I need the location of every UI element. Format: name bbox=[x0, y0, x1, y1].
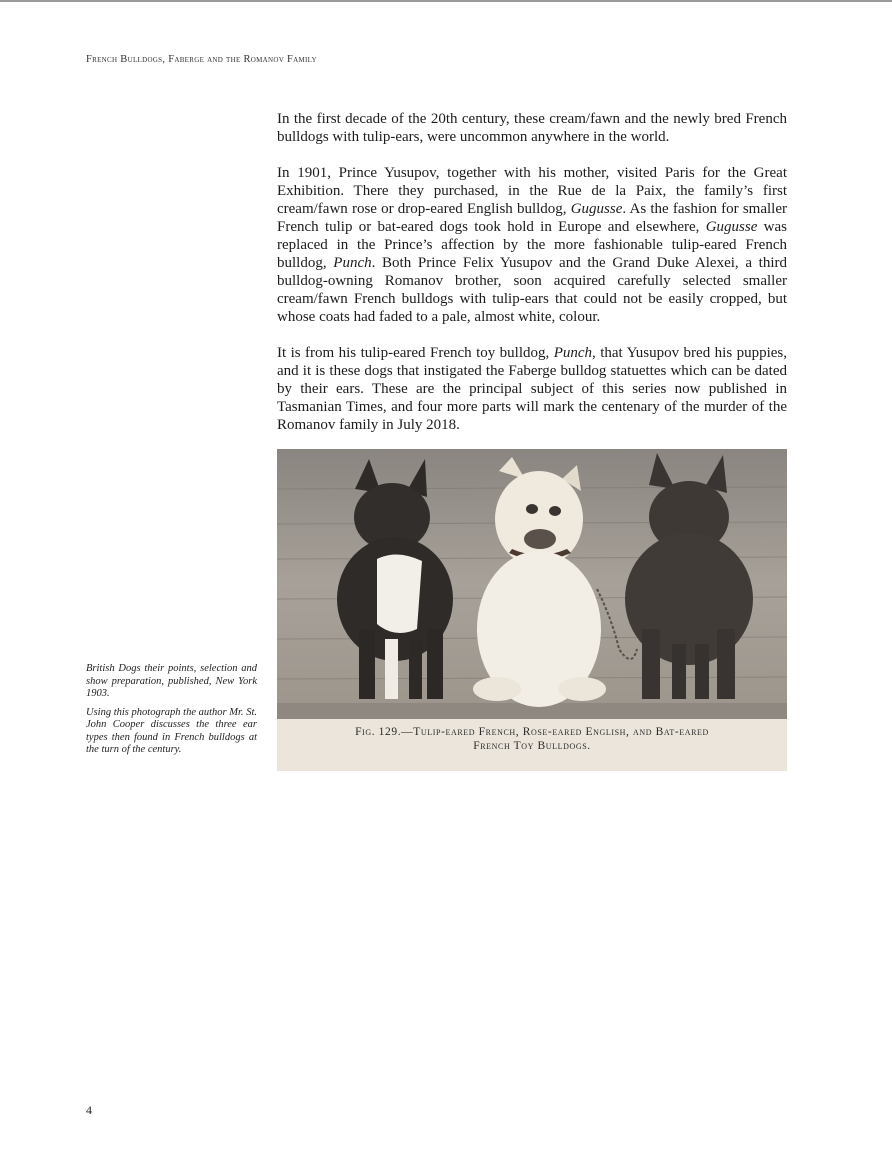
sidebar-note: British Dogs their points, selection and show preparation, published, New York 1903. bbox=[86, 663, 257, 699]
paragraph bbox=[277, 164, 787, 326]
running-header: French Bulldogs, Faberge and the Romanov Family bbox=[86, 54, 317, 65]
bulldogs-photograph bbox=[277, 449, 787, 771]
text-segment: , that Yusupov bred his puppies, and it is these dogs that instigated the Faberge bulldog statuettes which can be dated by their ears. These are the principal subject of this series now published in Tasmanian Times, and four more parts will mark the centenary of the murder of the Romanov family in July 2018. bbox=[277, 345, 788, 433]
body-text bbox=[277, 110, 787, 452]
paragraph bbox=[277, 344, 787, 434]
figure-caption bbox=[277, 725, 787, 753]
paragraph bbox=[277, 110, 787, 146]
italic-text: Punch bbox=[333, 255, 372, 271]
text-segment: . Both Prince Felix Yusupov and the Grand Duke Alexei, a third bulldog-owning Romanov brother, soon acquired carefully selected smaller cream/fawn French bulldogs with tulip-ears that could not be easily cropped, but whose coats had faded to a pale, almost white, colour. bbox=[277, 255, 787, 325]
text-segment: In 1901, Prince Yusupov, together with his mother, visited Paris for the Great Exhibition. There they purchased, in the Rue de la Paix, the family’s first cream/fawn rose or drop-eared English bulldog, bbox=[277, 165, 787, 217]
page-number: 4 bbox=[86, 1103, 92, 1117]
text-segment: In the first decade of the 20th century, these cream/fawn and the newly bred French bulldogs with tulip-ears, were uncommon anywhere in the world. bbox=[277, 111, 787, 145]
italic-text: Gugusse bbox=[705, 219, 758, 235]
figure-caption-line: French Toy Bulldogs. bbox=[473, 740, 591, 752]
sidebar-note: Using this photograph the author Mr. St. John Cooper discusses the three ear types then found in French bulldogs at the turn of the century. bbox=[86, 706, 257, 755]
text-segment: . As the fashion for smaller French tulip or bat-eared dogs took hold in Europe and elsewhere, bbox=[277, 201, 787, 235]
sidebar-notes bbox=[86, 663, 257, 763]
figure-caption-line: Fig. 129.—Tulip-eared French, Rose-eared English, and Bat-eared bbox=[355, 726, 709, 738]
text-segment: was replaced in the Prince’s affection by the more fashionable tulip-eared French bulldog, bbox=[277, 219, 787, 271]
top-rule bbox=[0, 0, 892, 2]
photograph-image bbox=[277, 449, 787, 771]
italic-text: Gugusse bbox=[570, 201, 623, 217]
text-segment: It is from his tulip-eared French toy bulldog, bbox=[277, 345, 554, 361]
italic-text: Punch bbox=[553, 345, 593, 361]
